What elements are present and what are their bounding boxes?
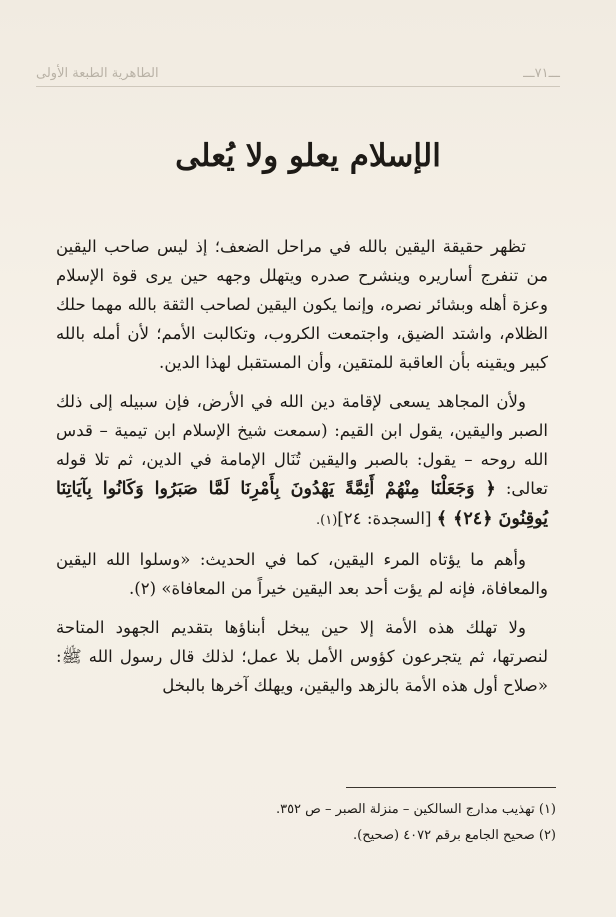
- footnotes: [60, 797, 556, 849]
- footnote-ref-1: (١).: [315, 513, 338, 528]
- chapter-title: الإسلام يعلو ولا يُعلى: [175, 138, 441, 174]
- paragraph-2: [56, 387, 548, 535]
- running-head: [36, 66, 560, 81]
- paragraph-4: ولا تهلك هذه الأمة إلا حين يبخل أبناؤها بتقديم الجهود المتاحة لنصرتها، ثم يتجرعون كؤوس الأمل بلا عمل؛ لذلك قال رسول الله ﷺ: «صلاح أول هذه الأمة بالزهد واليقين، ويهلك آخرها بالبخل: [56, 618, 548, 695]
- footnote-2: (٢) صحيح الجامع برقم ٤٠٧٢ (صحيح).: [353, 828, 556, 843]
- paragraph-3: وأهم ما يؤتاه المرء اليقين، كما في الحديث: «وسلوا الله اليقين والمعافاة، فإنه لم يؤت أحد بعد اليقين خيراً من المعافاة» (٢).: [56, 550, 548, 598]
- quran-verse: ﴿ وَجَعَلْنَا مِنْهُمْ أَئِمَّةً يَهْدُونَ بِأَمْرِنَا لَمَّا صَبَرُوا وَكَانُوا بِآيَاتِنَا يُوقِنُونَ ﴿٢٤﴾ ﴾: [56, 479, 548, 529]
- paragraph-2-text: ولأن المجاهد يسعى لإقامة دين الله في الأرض، فإن سبيله إلى ذلك الصبر واليقين، يقول ابن القيم: (سمعت شيخ الإسلام ابن تيمية – قدس الله روحه – يقول: بالصبر واليقين تُنَال الإمامة في الدين، ثم تلا قوله تعالى:: [56, 392, 548, 498]
- running-head-left: الطاهرية الطبعة الأولى: [36, 66, 159, 81]
- body-text: [56, 232, 548, 710]
- paragraph-1: تظهر حقيقة اليقين بالله في مراحل الضعف؛ إذ ليس صاحب اليقين من تنفرج أساريره وينشرح صدره ويتهلل وجهه حين يرى قوة الإسلام وعزة أهله وبشائر نصره، وإنما يكون اليقين لصاحب الثقة بالله مهما حلك الظلام، واشتد الضيق، واجتمعت الكروب، وتكالبت الأمم؛ لأن أمله بالله كبير ويقينه بأن العاقبة للمتقين، وأن المستقبل لهذا الدين.: [56, 237, 548, 372]
- running-head-right: ـــ٧١ـــ: [523, 66, 560, 81]
- running-head-rule: [36, 86, 560, 87]
- quran-reference: [السجدة: ٢٤]: [337, 509, 437, 528]
- footnote-1: (١) تهذيب مدارج السالكين – منزلة الصبر – ص ٣٥٢.: [275, 802, 556, 817]
- footnote-rule: [346, 787, 556, 788]
